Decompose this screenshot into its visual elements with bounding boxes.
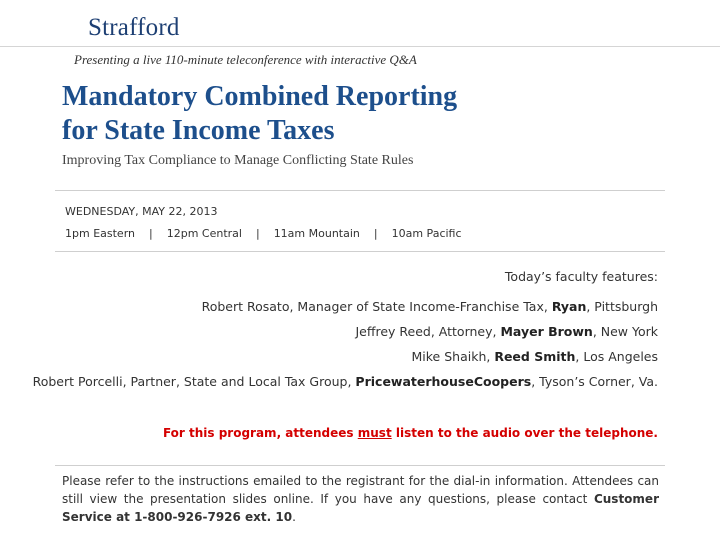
time-mountain: 11am Mountain bbox=[273, 227, 360, 240]
instructions-text bbox=[62, 472, 659, 526]
faculty-location: , Tyson’s Corner, Va. bbox=[531, 374, 658, 389]
title-line-1: Mandatory Combined Reporting bbox=[62, 81, 458, 112]
faculty-location: , New York bbox=[592, 324, 658, 339]
brand-logo: Strafford bbox=[88, 14, 180, 41]
event-date: WEDNESDAY, MAY 22, 2013 bbox=[65, 205, 218, 218]
faculty-role: Jeffrey Reed, Attorney, bbox=[355, 324, 501, 339]
faculty-location: , Pittsburgh bbox=[586, 299, 658, 314]
time-central: 12pm Central bbox=[166, 227, 242, 240]
time-eastern: 1pm Eastern bbox=[65, 227, 135, 240]
faculty-role: Robert Porcelli, Partner, State and Local Tax Group, bbox=[32, 374, 356, 389]
faculty-member bbox=[355, 324, 658, 339]
customer-service-contact: Customer Service at 1-800-926-7926 ext. 10 bbox=[62, 492, 659, 524]
time-separator: | bbox=[373, 227, 378, 240]
divider-middle bbox=[55, 251, 665, 252]
faculty-heading: Today’s faculty features: bbox=[504, 269, 658, 284]
time-separator: | bbox=[149, 227, 153, 240]
page-subtitle: Improving Tax Compliance to Manage Conflicting State Rules bbox=[62, 153, 414, 168]
faculty-member bbox=[33, 374, 658, 389]
tagline: Presenting a live 110-minute teleconference with interactive Q&A bbox=[74, 52, 417, 67]
faculty-firm: Reed Smith bbox=[494, 349, 576, 364]
instructions-body: Please refer to the instructions emailed to the registrant for the dial-in information. Attendees can still view the presentation slides online. If you have any questions, please contact bbox=[62, 474, 659, 506]
event-times bbox=[65, 227, 462, 240]
faculty-firm: Ryan bbox=[551, 299, 587, 314]
faculty-firm: PricewaterhouseCoopers bbox=[355, 374, 532, 389]
time-separator: | bbox=[255, 227, 260, 240]
faculty-member bbox=[412, 349, 659, 364]
page-title bbox=[62, 80, 622, 148]
divider-top bbox=[55, 190, 665, 191]
faculty-location: , Los Angeles bbox=[575, 349, 658, 364]
header-divider bbox=[0, 46, 720, 47]
faculty-role: Mike Shaikh, bbox=[411, 349, 495, 364]
faculty-firm: Mayer Brown bbox=[500, 324, 593, 339]
faculty-member bbox=[202, 299, 658, 314]
notice-emphasis: must bbox=[357, 426, 392, 440]
faculty-role: Robert Rosato, Manager of State Income-Franchise Tax, bbox=[201, 299, 552, 314]
divider-bottom bbox=[55, 465, 665, 466]
notice-text-end: listen to the audio over the telephone. bbox=[391, 426, 658, 440]
notice-text: For this program, attendees bbox=[162, 426, 358, 440]
audio-notice bbox=[163, 426, 658, 440]
title-line-2: for State Income Taxes bbox=[62, 115, 335, 146]
instructions-end: . bbox=[292, 510, 296, 524]
time-pacific: 10am Pacific bbox=[391, 227, 462, 240]
